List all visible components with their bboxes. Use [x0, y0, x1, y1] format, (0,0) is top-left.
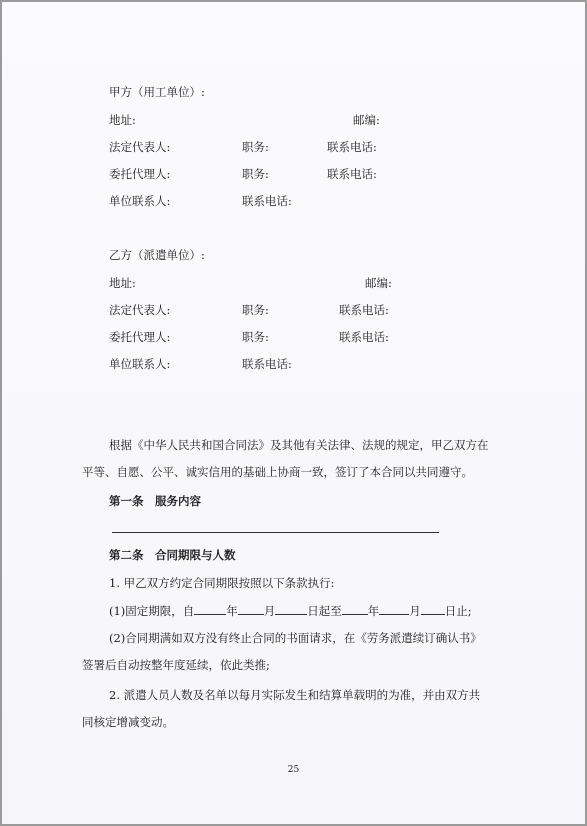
party-a-agent-position-label: 职务: [242, 167, 269, 181]
start-year-blank [194, 602, 226, 615]
party-a-postcode-label: 邮编: [353, 113, 380, 127]
party-b-agent-label: 委托代理人: [109, 330, 171, 344]
term-clause-1: 1. 甲乙双方约定合同期限按照以下条款执行: [109, 576, 335, 590]
fixed-term-prefix: (1)固定期限，自 [109, 604, 195, 618]
party-b-postcode-label: 邮编: [365, 276, 392, 290]
end-day-label: 日止; [444, 604, 472, 618]
party-b-agent-position-label: 职务: [242, 330, 269, 344]
renewal-clause-line-1: (2)合同期满如双方没有终止合同的书面请求，在《劳务派遣续订确认书》 [109, 631, 482, 645]
party-a-phone-label: 联系电话: [327, 140, 377, 154]
party-b-legal-rep-label: 法定代表人: [109, 303, 171, 317]
start-day-label: 日起至 [307, 604, 342, 618]
preamble-line-1: 根据《中华人民共和国合同法》及其他有关法律、法规的规定，甲乙双方在 [109, 438, 489, 452]
start-month-label: 月 [263, 604, 276, 618]
party-b-contact-label: 单位联系人: [109, 357, 171, 371]
service-content-blank [112, 532, 439, 533]
party-a-address-label: 地址: [109, 113, 136, 127]
start-month-blank [238, 602, 264, 615]
preamble-line-2: 平等、自愿、公平、诚实信用的基础上协商一致，签订了本合同以共同遵守。 [82, 465, 473, 479]
party-a-position-label: 职务: [242, 140, 269, 154]
party-b-phone-label: 联系电话: [339, 303, 389, 317]
party-a-agent-label: 委托代理人: [109, 167, 171, 181]
article-2-title: 第二条 合同期限与人数 [109, 548, 236, 562]
party-a-legal-rep-label: 法定代表人: [109, 140, 171, 154]
party-a-contact-phone-label: 联系电话: [242, 194, 292, 208]
party-a-agent-phone-label: 联系电话: [327, 167, 377, 181]
start-day-blank [275, 602, 307, 615]
end-month-label: 月 [409, 604, 421, 618]
end-year-label: 年 [367, 604, 380, 618]
renewal-clause-line-2: 签署后自动按整年度延续，依此类推; [82, 658, 270, 672]
article-1-title: 第一条 服务内容 [109, 494, 201, 508]
party-b-agent-phone-label: 联系电话: [339, 330, 389, 344]
page-number: 25 [287, 765, 300, 775]
fixed-term-clause [109, 602, 472, 619]
party-b-address-label: 地址: [109, 276, 136, 290]
end-day-blank [421, 602, 445, 615]
end-year-blank [342, 602, 368, 615]
party-a-heading: 甲方（用工单位）: [109, 85, 205, 99]
party-a-contact-label: 单位联系人: [109, 194, 171, 208]
party-b-contact-phone-label: 联系电话: [242, 357, 292, 371]
headcount-clause-line-2: 同核定增减变动。 [82, 715, 174, 729]
party-b-position-label: 职务: [242, 303, 269, 317]
end-month-blank [379, 602, 409, 615]
party-b-heading: 乙方（派遣单位）: [109, 248, 205, 262]
headcount-clause-line-1: 2. 派遣人员人数及名单以每月实际发生和结算单载明的为准，并由双方共 [109, 688, 481, 702]
start-year-label: 年 [226, 604, 238, 618]
